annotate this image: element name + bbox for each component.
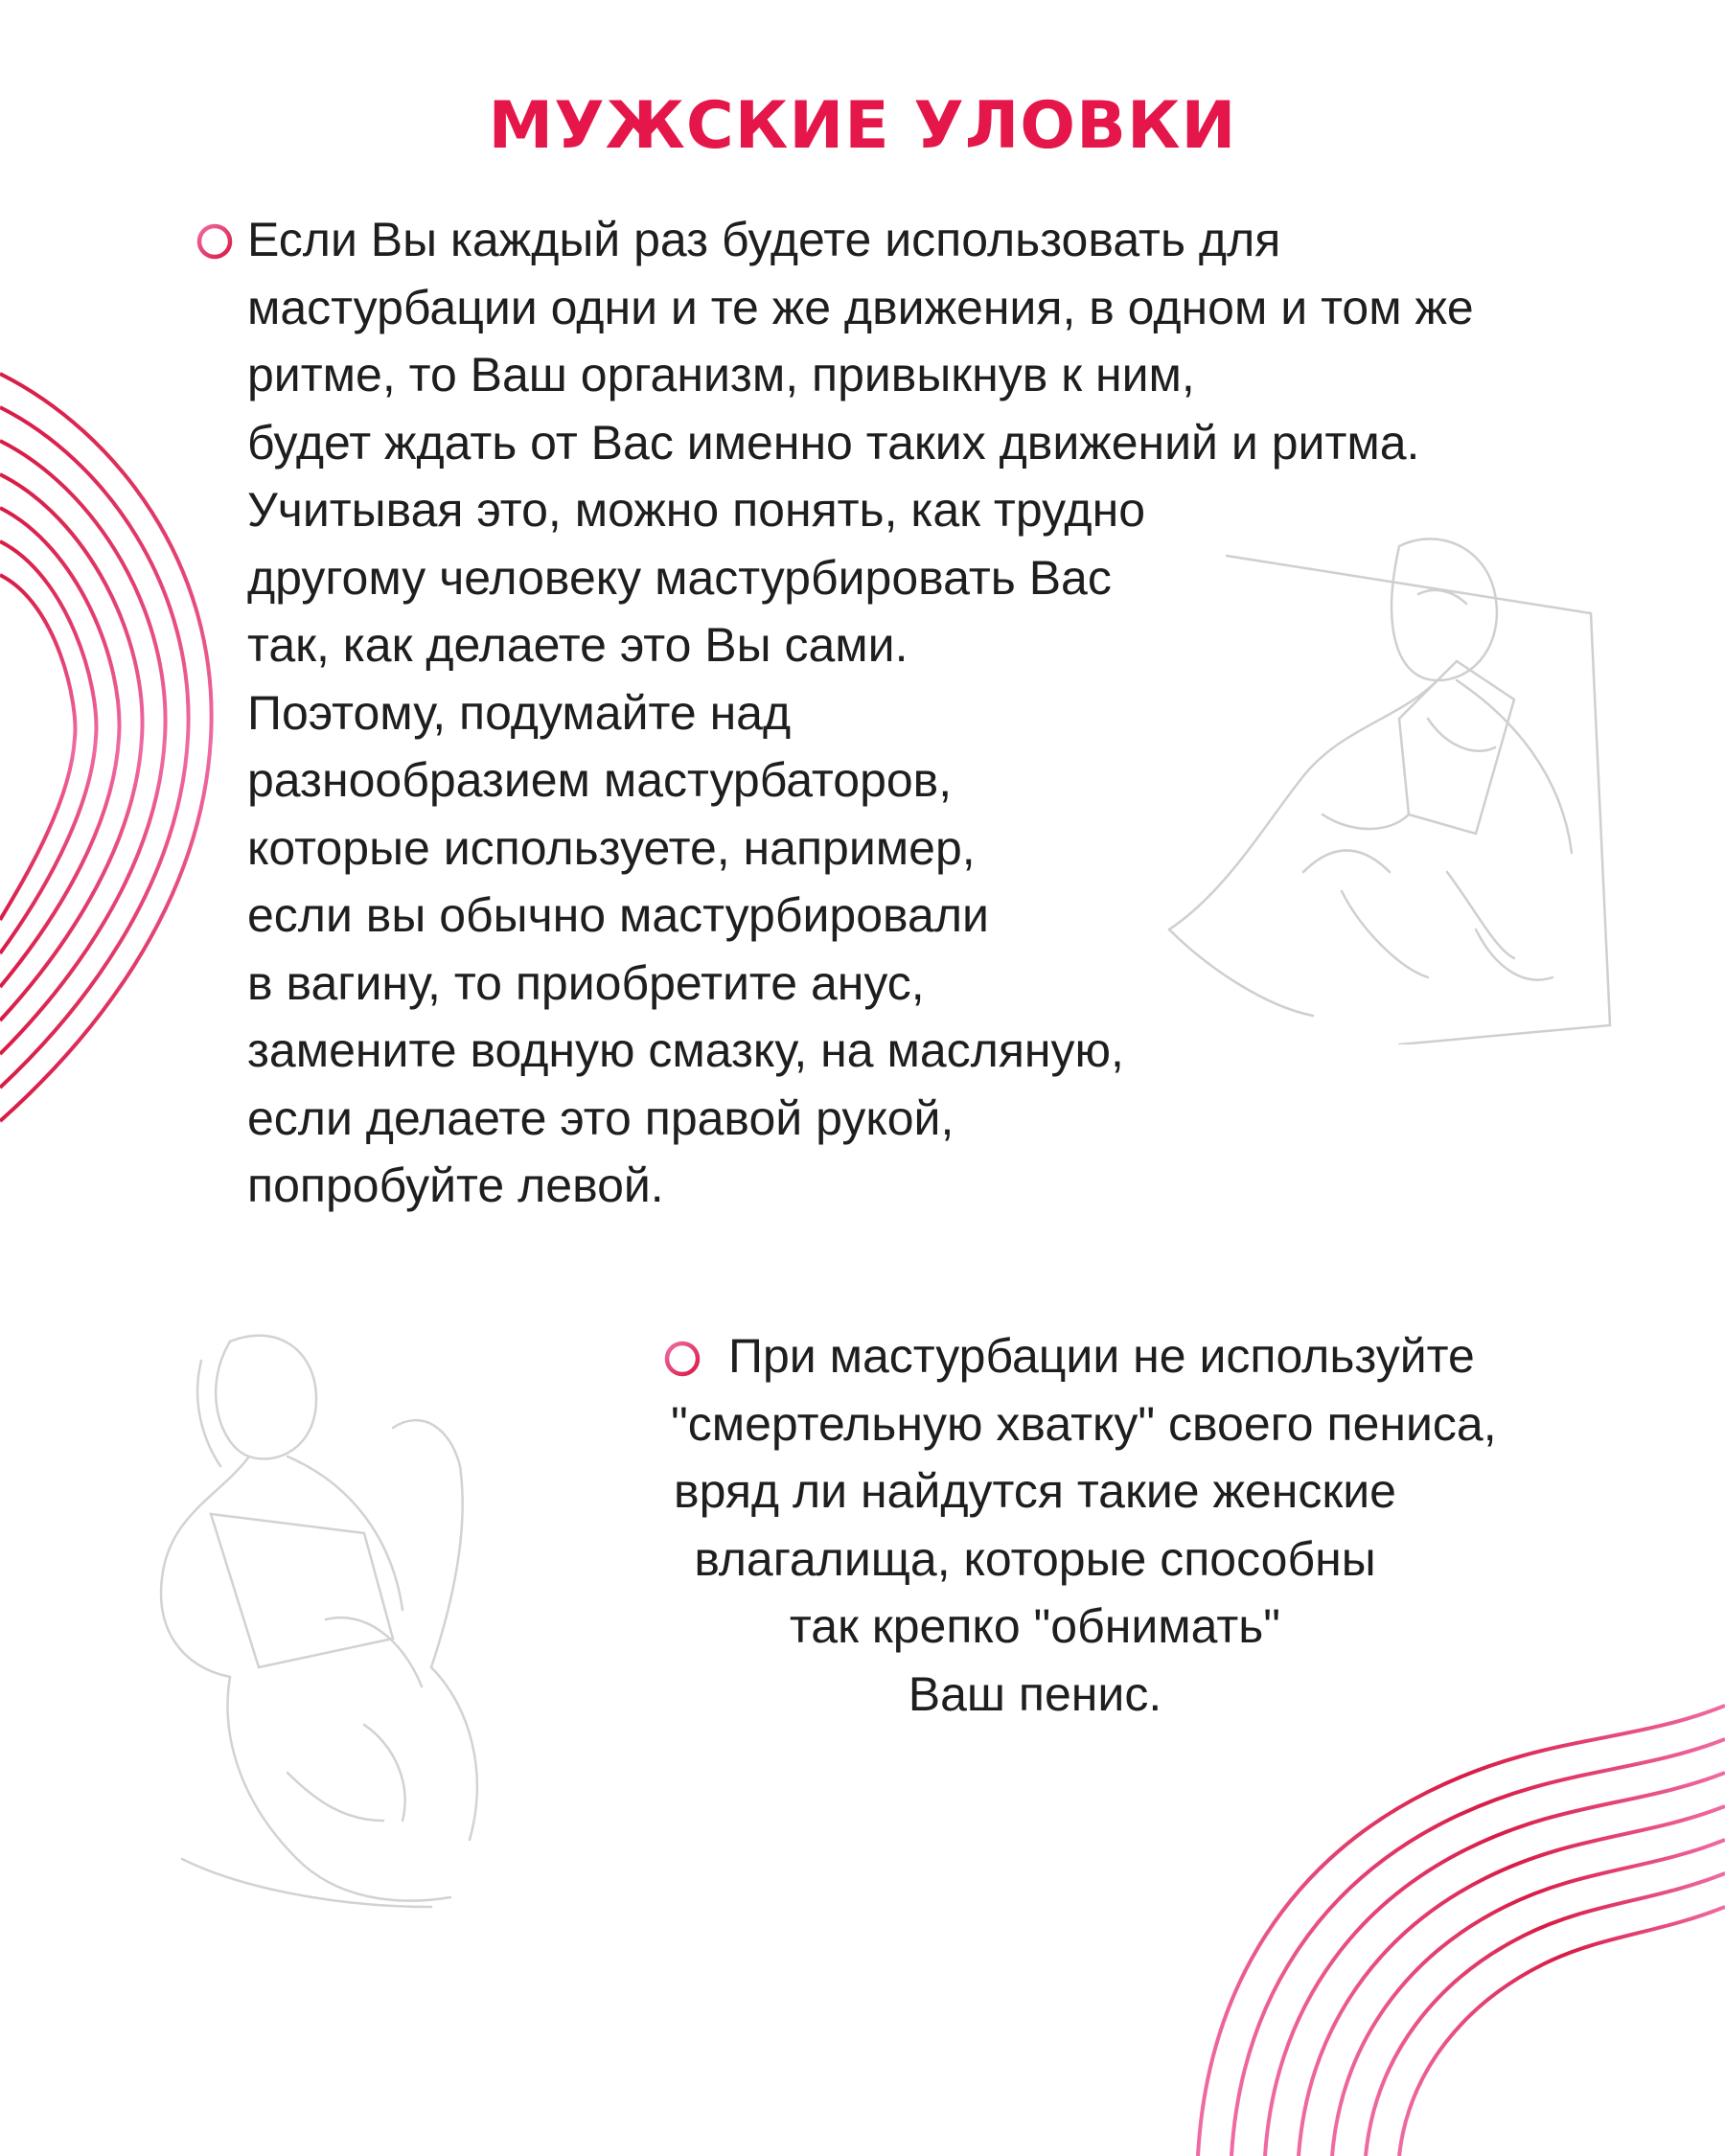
tip-2-line: Ваш пенис. <box>908 1666 1162 1721</box>
tip-2-line: влагалища, которые способны <box>694 1531 1376 1586</box>
page-title: МУЖСКИЕ УЛОВКИ <box>488 88 1237 164</box>
tip-1-line: ритме, то Ваш организм, привыкнув к ним, <box>247 348 1195 401</box>
sketch-illustration-bottom <box>144 1322 642 1916</box>
tip-1-line: если делаете это правой рукой, <box>247 1090 954 1145</box>
tip-1-line: если вы обычно мастурбировали <box>247 888 989 942</box>
tip-1-line: замените водную смазку, на масляную, <box>247 1023 1124 1077</box>
tip-1-line: другому человеку мастурбировать Вас <box>247 550 1112 605</box>
tip-1-line: разнообразием мастурбаторов, <box>247 753 953 807</box>
tip-1-line: Учитывая это, можно понять, как трудно <box>247 483 1146 537</box>
tip-1-line: попробуйте левой. <box>247 1158 664 1212</box>
tip-1-line: которые используете, например, <box>247 820 976 875</box>
tip-1-line: мастурбации одни и те же движения, в одном и том же <box>247 280 1474 334</box>
tip-2-line: При мастурбации не используйте <box>728 1329 1475 1383</box>
tip-1-line: Поэтому, подумайте над <box>247 685 792 740</box>
tip-1-line: так, как делаете это Вы сами. <box>247 618 908 672</box>
decorative-wave-right <box>1179 1667 1725 2156</box>
tip-2-text <box>671 1322 1497 1728</box>
decorative-wave-left <box>0 316 249 1179</box>
tip-2-line: "смертельную хватку" своего пениса, <box>671 1396 1497 1451</box>
tip-1-line: Если Вы каждый раз будете использовать для <box>247 213 1281 266</box>
tip-2-line: вряд ли найдутся такие женские <box>674 1464 1396 1518</box>
tip-1-text <box>247 206 1666 1220</box>
tip-1-line: в вагину, то приобретите анус, <box>247 955 925 1010</box>
tip-2-line: так крепко "обнимать" <box>789 1599 1281 1653</box>
circle-bullet-icon <box>194 220 236 263</box>
tip-1-line: будет ждать от Вас именно таких движений и ритма. <box>247 415 1420 470</box>
